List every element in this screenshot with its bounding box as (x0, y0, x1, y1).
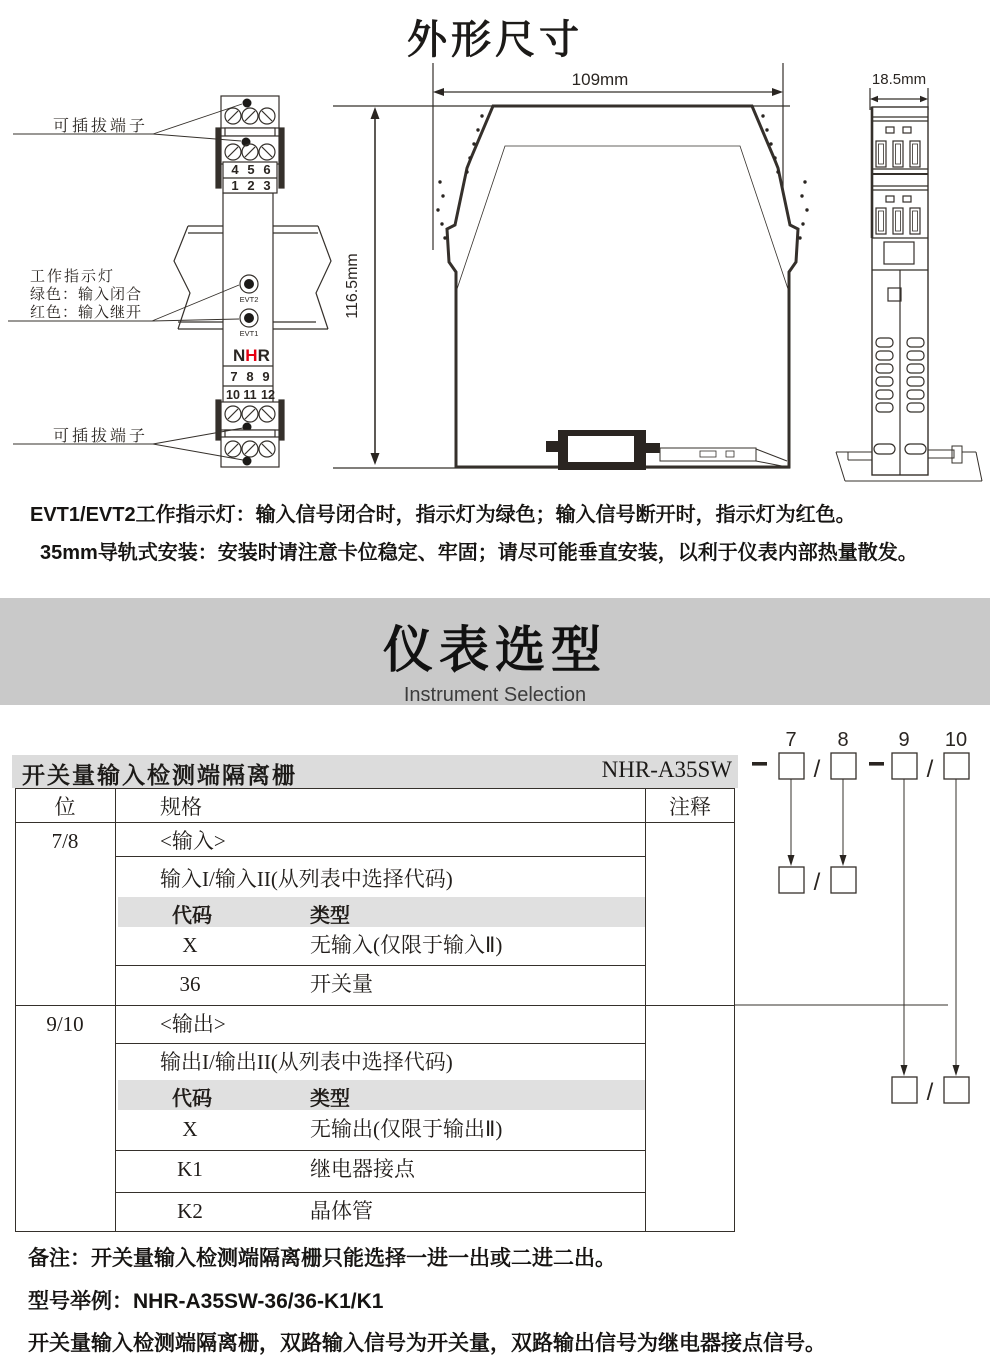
product-name: 开关量输入检测端隔离栅 (22, 763, 297, 788)
dim-depth-label: 18.5mm (871, 71, 927, 88)
table-line (115, 1150, 645, 1151)
terminal-1: 1 (231, 178, 239, 193)
output-code-x: X (182, 1117, 198, 1141)
terminal-4: 4 (231, 162, 239, 177)
table-line-header (15, 822, 735, 823)
slash-2: / (926, 756, 934, 783)
table-divider-pos (115, 788, 116, 1232)
output-type-header: 类型 (310, 1088, 350, 1110)
table-line (115, 856, 645, 857)
terminal-11: 11 (243, 388, 257, 402)
indicator-label-red: 红色：输入继开 (30, 304, 143, 321)
code-box-9 (892, 753, 917, 779)
input-code-x: X (182, 933, 198, 957)
input-code-target-box-1 (779, 867, 804, 893)
output-code-k2: K2 (177, 1199, 203, 1223)
output-code-header: 代码 (172, 1088, 212, 1110)
digit-7: 7 (785, 729, 797, 751)
side-view-drawing (836, 88, 982, 481)
footer-note-remark: 备注：开关量输入检测端隔离栅只能选择一进一出或二进二出。 (28, 1247, 616, 1270)
output-desc: 输出I/输出II(从列表中选择代码) (160, 1050, 453, 1074)
code-box-8 (831, 753, 856, 779)
model-code: NHR-A35SW (601, 757, 732, 782)
output-bracket: <输出> (160, 1012, 226, 1036)
input-code-header: 代码 (172, 905, 212, 927)
selection-banner-subtitle: Instrument Selection (403, 684, 587, 706)
table-line-section (15, 1005, 735, 1006)
indicator-label-title: 工作指示灯 (30, 268, 116, 285)
input-type-x: 无输入(仅限于输入Ⅱ) (310, 933, 503, 957)
note-rail-mounting: 35mm导轨式安装：安装时请注意卡位稳定、牢固；请尽可能垂直安装，以利于仪表内部热量散发。 (40, 542, 918, 564)
pluggable-terminal-label-bottom: 可插拔端子 (53, 428, 149, 445)
arrowheads (752, 762, 960, 1076)
terminal-2: 2 (247, 178, 255, 193)
order-code-diagram (730, 718, 990, 1118)
selection-banner-title: 仪表选型 (383, 622, 607, 678)
input-bracket: <输入> (160, 829, 226, 853)
note-evt-indicator: EVT1/EVT2工作指示灯：输入信号闭合时，指示灯为绿色；输入信号断开时，指示灯为红色。 (30, 504, 856, 526)
nhr-logo: NHR (233, 346, 270, 365)
input-type-header: 类型 (310, 905, 350, 927)
slash-4: / (926, 1079, 934, 1106)
dim-width-label: 109mm (571, 70, 629, 89)
terminal-12: 12 (261, 388, 275, 402)
digit-8: 8 (837, 729, 849, 751)
terminal-3: 3 (263, 178, 271, 193)
output-code-target-box-1 (892, 1077, 917, 1103)
pos-7-8: 7/8 (51, 829, 79, 853)
terminal-9: 9 (262, 369, 270, 384)
output-code-target-box-2 (944, 1077, 969, 1103)
output-code-k1: K1 (177, 1157, 203, 1181)
table-line (115, 1043, 645, 1044)
code-box-10 (944, 753, 969, 779)
profile-view-drawing (333, 63, 809, 470)
selection-banner (0, 598, 990, 705)
input-code-36: 36 (179, 972, 201, 996)
terminal-7: 7 (230, 369, 238, 384)
outline-section-title: 外形尺寸 (407, 18, 583, 62)
digit-9: 9 (898, 729, 910, 751)
table-line (115, 1192, 645, 1193)
digit-10: 10 (944, 729, 968, 751)
pos-9-10: 9/10 (46, 1012, 84, 1036)
output-type-x: 无输出(仅限于输出Ⅱ) (310, 1117, 503, 1141)
column-header-pos: 位 (54, 795, 76, 819)
footer-note-description: 开关量输入检测端隔离栅，双路输入信号为开关量，双路输出信号为继电器接点信号。 (28, 1332, 826, 1355)
output-type-k2: 晶体管 (310, 1199, 373, 1223)
terminal-6: 6 (263, 162, 271, 177)
terminal-10: 10 (226, 388, 240, 402)
slash-1: / (813, 756, 821, 783)
footer-note-model-example: 型号举例：NHR-A35SW-36/36-K1/K1 (28, 1290, 384, 1313)
pluggable-terminal-label-top: 可插拔端子 (53, 118, 149, 135)
code-box-7 (779, 753, 804, 779)
input-desc: 输入I/输入II(从列表中选择代码) (160, 867, 453, 891)
outline-drawings (0, 55, 990, 487)
input-type-36: 开关量 (310, 972, 373, 996)
output-type-k1: 继电器接点 (310, 1157, 415, 1181)
column-header-note: 注释 (669, 795, 711, 819)
terminal-8: 8 (246, 369, 254, 384)
product-header-bar (12, 755, 738, 788)
input-code-target-box-2 (831, 867, 856, 893)
table-line (115, 965, 645, 966)
column-header-spec: 规格 (160, 795, 202, 819)
slash-3: / (813, 869, 821, 896)
evt2-label: EVT2 (239, 295, 259, 304)
terminal-5: 5 (247, 162, 255, 177)
evt1-label: EVT1 (239, 329, 259, 338)
table-divider-note (645, 788, 646, 1232)
dim-height-label: 116.5mm (344, 253, 361, 319)
indicator-label-green: 绿色：输入闭合 (30, 286, 143, 303)
